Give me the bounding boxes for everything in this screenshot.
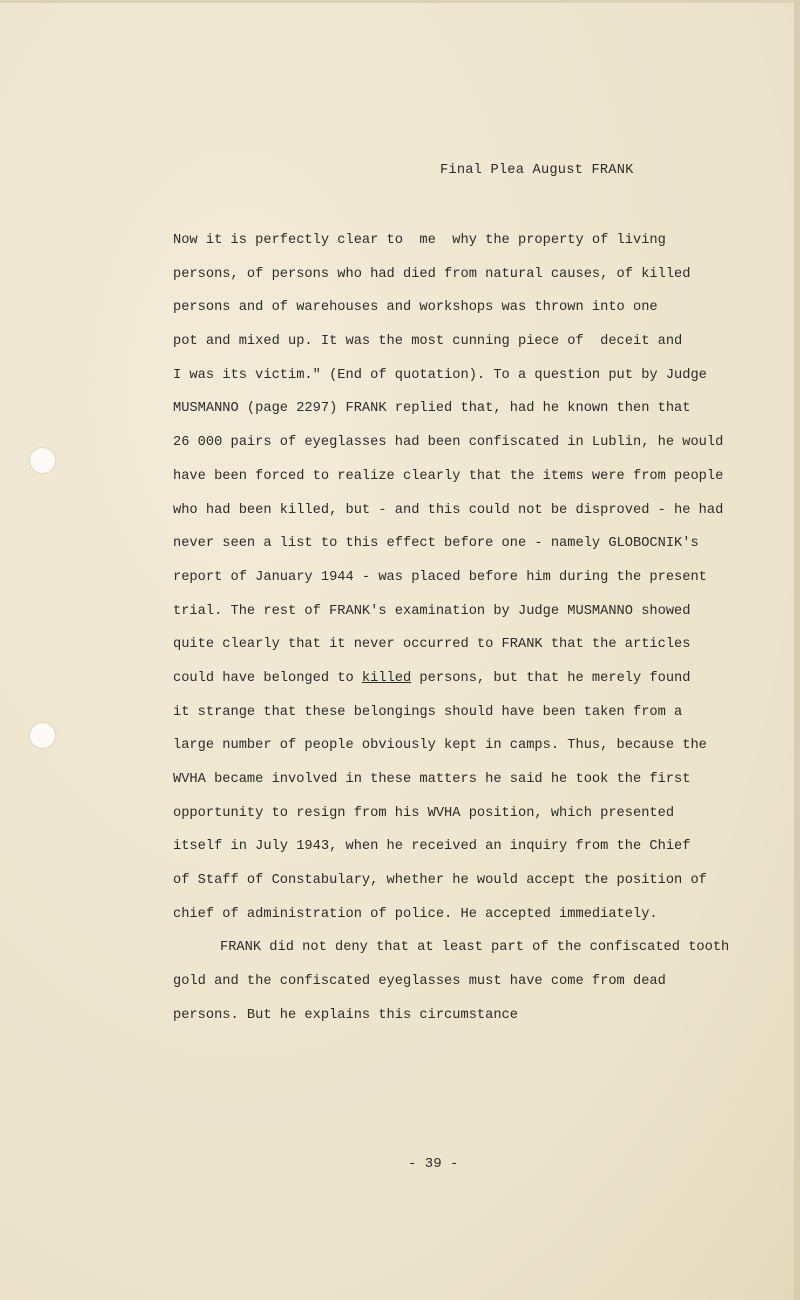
text-line: MUSMANNO (page 2297) FRANK replied that, had he known then that xyxy=(173,401,691,417)
text-line: persons and of warehouses and workshops was thrown into one xyxy=(173,300,658,316)
text-line: persons, of persons who had died from natural causes, of killed xyxy=(173,266,691,282)
paper-right-edge xyxy=(794,0,800,1300)
punch-hole xyxy=(30,723,55,748)
text-line: gold and the confiscated eyeglasses must have come from dead xyxy=(173,974,666,990)
text-line: WVHA became involved in these matters he said he took the first xyxy=(173,772,691,787)
text-line: itself in July 1943, when he received an inquiry from the Chief xyxy=(173,839,691,855)
text-line: large number of people obviously kept in camps. Thus, because the xyxy=(173,738,707,754)
document-body xyxy=(173,231,773,1040)
underlined-word: killed xyxy=(361,670,412,686)
text-line: Now it is perfectly clear to me why the property of living xyxy=(173,233,666,248)
text-line: quite clearly that it never occurred to FRANK that the articles xyxy=(173,637,691,653)
text-segment: persons, but that he merely found xyxy=(411,670,691,686)
text-line: FRANK did not deny that at least part of the confiscated tooth xyxy=(220,940,730,956)
text-segment: could have belonged to xyxy=(173,670,362,686)
text-line: never seen a list to this effect before one - namely GLOBOCNIK's xyxy=(173,536,699,552)
text-line: pot and mixed up. It was the most cunning piece of deceit and xyxy=(173,334,683,350)
text-line: 26 000 pairs of eyeglasses had been confiscated in Lublin, he would xyxy=(173,435,724,451)
text-line: I was its victim." (End of quotation). To a question put by Judge xyxy=(173,367,707,383)
text-line: chief of administration of police. He accepted immediately. xyxy=(173,906,658,922)
text-line: have been forced to realize clearly that the items were from people xyxy=(173,468,724,484)
text-line: of Staff of Constabulary, whether he would accept the position of xyxy=(173,873,707,889)
page-title: Final Plea August FRANK xyxy=(440,163,634,178)
punch-hole xyxy=(30,448,55,473)
text-line: opportunity to resign from his WVHA position, which presented xyxy=(173,805,675,821)
paper-top-edge xyxy=(0,0,800,3)
text-line: who had been killed, but - and this could not be disproved - he had xyxy=(173,502,724,518)
page-number: - 39 - xyxy=(408,1156,459,1172)
text-line: report of January 1944 - was placed before him during the present xyxy=(173,569,707,585)
text-line: it strange that these belongings should have been taken from a xyxy=(173,704,683,720)
text-line: persons. But he explains this circumstance xyxy=(173,1007,518,1023)
text-line: trial. The rest of FRANK's examination by Judge MUSMANNO showed xyxy=(173,603,691,619)
text-line xyxy=(173,669,773,703)
